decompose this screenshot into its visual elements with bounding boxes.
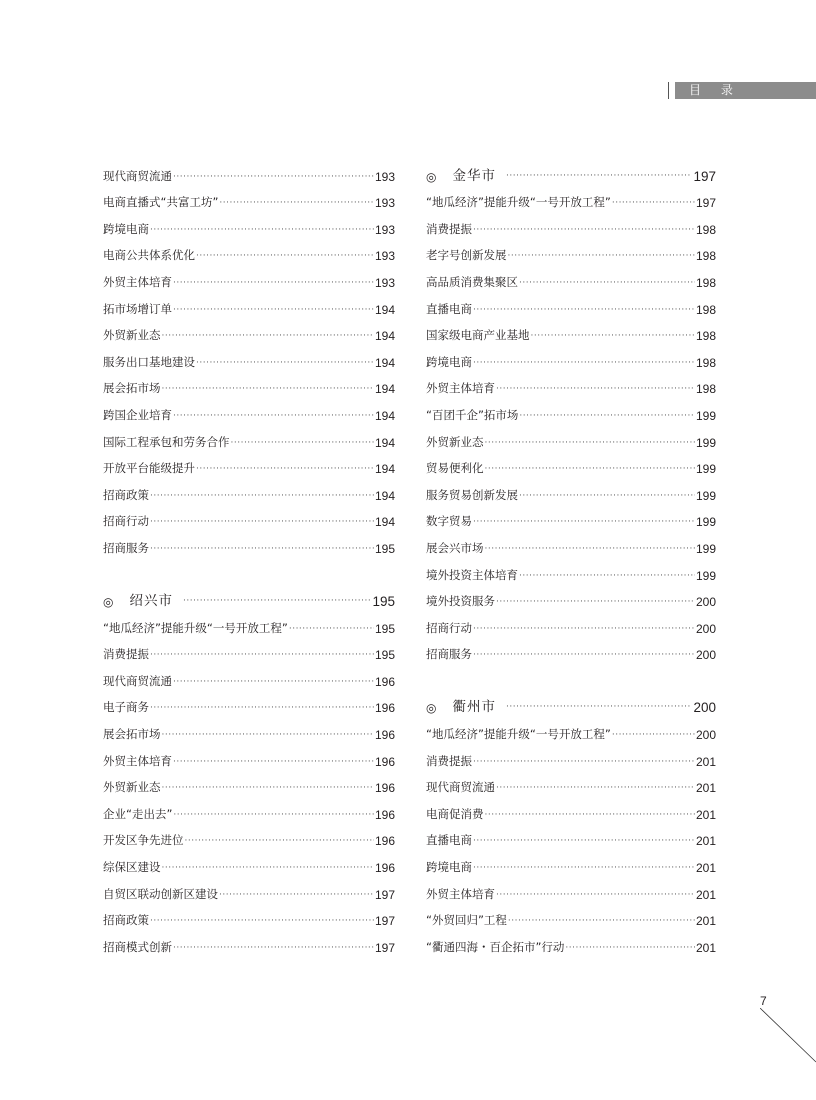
toc-entry-title: 电子商务 — [103, 700, 149, 715]
toc-entry-title: “地瓜经济”提能升级“一号开放工程” — [426, 727, 611, 742]
toc-entry[interactable] — [426, 210, 716, 237]
page-number: 7 — [760, 994, 767, 1008]
toc-entry[interactable] — [103, 769, 395, 796]
toc-entry-title: “衢通四海・百企拓市”行动 — [426, 939, 565, 954]
toc-entry[interactable] — [103, 476, 395, 503]
toc-entry-title: 外贸主体培育 — [103, 753, 172, 768]
toc-entry[interactable] — [103, 423, 395, 450]
dot-leader — [173, 677, 374, 687]
toc-entry[interactable] — [103, 715, 395, 742]
dot-leader — [150, 703, 374, 713]
dot-leader — [150, 650, 374, 660]
toc-entry-page: 198 — [695, 329, 716, 344]
dot-leader — [162, 730, 374, 740]
toc-entry-page: 198 — [695, 382, 716, 397]
toc-entry-title: 数字贸易 — [426, 514, 472, 529]
dot-leader — [531, 331, 695, 341]
dot-leader — [162, 331, 374, 341]
toc-entry-title: 招商政策 — [103, 487, 149, 502]
toc-entry-title: 电商促消费 — [426, 806, 484, 821]
toc-entry[interactable] — [426, 715, 716, 742]
toc-entry-page: 201 — [695, 940, 716, 955]
dot-leader — [485, 464, 695, 474]
toc-entry-title: 开发区争先进位 — [103, 833, 184, 848]
toc-entry[interactable] — [103, 742, 395, 769]
dot-leader — [612, 730, 695, 740]
toc-entry-page: 194 — [374, 329, 395, 344]
toc-entry-page: 200 — [695, 621, 716, 636]
dot-leader — [496, 890, 695, 900]
toc-entry-title: 现代商贸流通 — [426, 780, 495, 795]
section-marker-icon: ◎ — [103, 595, 114, 610]
dot-leader — [473, 305, 695, 315]
toc-entry-title: 跨境电商 — [426, 860, 472, 875]
toc-entry[interactable] — [426, 769, 716, 796]
group-gap — [426, 662, 716, 689]
toc-entry[interactable] — [426, 237, 716, 264]
toc-entry[interactable] — [426, 529, 716, 556]
toc-entry[interactable] — [426, 503, 716, 530]
toc-entry-page: 195 — [374, 541, 395, 556]
toc-entry[interactable] — [103, 609, 395, 636]
dot-leader — [473, 836, 695, 846]
toc-entry-title: 招商服务 — [426, 647, 472, 662]
toc-entry-title: 现代商贸流通 — [103, 168, 172, 183]
toc-entry-title: 展会拓市场 — [103, 727, 161, 742]
toc-entry[interactable] — [103, 210, 395, 237]
toc-entry-title: 展会拓市场 — [103, 381, 161, 396]
dot-leader — [196, 251, 374, 261]
toc-entry-title: 跨境电商 — [103, 221, 149, 236]
section-marker-icon: ◎ — [426, 169, 437, 184]
toc-entry-title: 外贸主体培育 — [426, 381, 495, 396]
toc-entry-page: 196 — [374, 674, 395, 689]
dot-leader — [150, 517, 374, 527]
toc-entry[interactable] — [426, 848, 716, 875]
toc-entry-page: 195 — [374, 621, 395, 636]
toc-group-left-bottom — [103, 609, 395, 955]
toc-entry[interactable] — [426, 742, 716, 769]
toc-entry-title: 电商直播式“共富工坊” — [103, 195, 219, 210]
toc-entry[interactable] — [103, 822, 395, 849]
toc-entry[interactable] — [103, 902, 395, 929]
dot-leader — [219, 890, 374, 900]
toc-entry[interactable] — [103, 928, 395, 955]
toc-entry-page: 196 — [374, 807, 395, 822]
dot-leader — [162, 384, 374, 394]
toc-entry[interactable] — [103, 450, 395, 477]
toc-entry-page: 196 — [374, 834, 395, 849]
toc-entry[interactable] — [426, 184, 716, 211]
section-page: 195 — [372, 594, 395, 610]
toc-entry-page: 197 — [695, 196, 716, 211]
dot-leader — [150, 225, 374, 235]
toc-entry-page: 194 — [374, 435, 395, 450]
toc-entry-title: 服务出口基地建设 — [103, 354, 195, 369]
toc-entry[interactable] — [426, 902, 716, 929]
toc-entry-title: 直播电商 — [426, 301, 472, 316]
toc-entry[interactable] — [426, 317, 716, 344]
toc-entry-title: 国家级电商产业基地 — [426, 328, 530, 343]
toc-entry-title: 招商行动 — [103, 514, 149, 529]
toc-entry-page: 197 — [374, 940, 395, 955]
toc-entry[interactable] — [103, 848, 395, 875]
toc-entry-page: 196 — [374, 701, 395, 716]
toc-entry[interactable] — [103, 689, 395, 716]
toc-entry-page: 200 — [695, 595, 716, 610]
dot-leader — [473, 225, 695, 235]
toc-entry[interactable] — [103, 317, 395, 344]
toc-entry-page: 201 — [695, 887, 716, 902]
toc-entry-page: 195 — [374, 648, 395, 663]
toc-entry-title: 消费提振 — [426, 221, 472, 236]
toc-entry-page: 199 — [695, 408, 716, 423]
toc-group-jinhua — [426, 184, 716, 663]
toc-entry-page: 194 — [374, 355, 395, 370]
toc-section-quzhou[interactable] — [426, 689, 716, 716]
group-gap — [103, 556, 395, 583]
toc-entry-page: 193 — [374, 169, 395, 184]
toc-entry[interactable] — [426, 450, 716, 477]
dot-leader — [565, 943, 695, 953]
toc-entry-page: 198 — [695, 355, 716, 370]
toc-entry-page: 193 — [374, 275, 395, 290]
toc-entry-title: 消费提振 — [103, 647, 149, 662]
toc-left-column — [103, 157, 395, 955]
toc-entry-page: 201 — [695, 861, 716, 876]
toc-entry-title: 国际工程承包和劳务合作 — [103, 434, 230, 449]
dot-leader — [173, 943, 374, 953]
toc-entry[interactable] — [103, 343, 395, 370]
section-title: 衢州市 — [452, 699, 496, 716]
dot-leader — [473, 863, 695, 873]
toc-entry-title: 跨境电商 — [426, 354, 472, 369]
toc-entry[interactable] — [426, 928, 716, 955]
dot-leader — [231, 438, 374, 448]
toc-entry-page: 201 — [695, 807, 716, 822]
toc-entry-title: 服务贸易创新发展 — [426, 487, 518, 502]
dot-leader — [219, 198, 374, 208]
dot-leader — [519, 571, 695, 581]
toc-entry-page: 200 — [695, 728, 716, 743]
toc-entry[interactable] — [103, 370, 395, 397]
toc-entry-page: 196 — [374, 781, 395, 796]
toc-entry-title: 招商行动 — [426, 620, 472, 635]
header-divider — [668, 82, 669, 99]
dot-leader — [473, 517, 695, 527]
toc-entry-title: “地瓜经济”提能升级“一号开放工程” — [103, 620, 288, 635]
dot-leader — [150, 544, 374, 554]
toc-entry[interactable] — [103, 263, 395, 290]
dot-leader — [150, 491, 374, 501]
dot-leader — [196, 464, 374, 474]
toc-entry[interactable] — [426, 290, 716, 317]
toc-entry-title: 消费提振 — [426, 753, 472, 768]
dot-leader — [173, 278, 374, 288]
dot-leader — [508, 916, 695, 926]
dot-leader — [173, 172, 374, 182]
toc-entry[interactable] — [426, 556, 716, 583]
toc-entry-page: 193 — [374, 222, 395, 237]
toc-entry-title: 招商模式创新 — [103, 939, 172, 954]
toc-entry-page: 197 — [374, 887, 395, 902]
toc-entry-title: 自贸区联动创新区建设 — [103, 886, 218, 901]
section-marker-icon: ◎ — [426, 701, 437, 716]
toc-entry-page: 201 — [695, 781, 716, 796]
toc-entry[interactable] — [426, 609, 716, 636]
dot-leader — [496, 783, 695, 793]
toc-entry-title: “百团千企”拓市场 — [426, 407, 519, 422]
toc-entry-page: 199 — [695, 435, 716, 450]
toc-entry-page: 196 — [374, 754, 395, 769]
toc-entry-title: 拓市场增订单 — [103, 301, 172, 316]
dot-leader — [473, 624, 695, 634]
toc-entry-title: 境外投资主体培育 — [426, 567, 518, 582]
toc-entry[interactable] — [426, 795, 716, 822]
dot-leader — [519, 278, 695, 288]
corner-decoration — [760, 1008, 816, 1064]
toc-entry-title: 电商公共体系优化 — [103, 248, 195, 263]
dot-leader — [185, 836, 374, 846]
toc-entry-page: 196 — [374, 728, 395, 743]
toc-entry-title: 直播电商 — [426, 833, 472, 848]
toc-entry[interactable] — [103, 875, 395, 902]
toc-entry[interactable] — [426, 476, 716, 503]
toc-entry-page: 201 — [695, 914, 716, 929]
dot-leader — [183, 596, 370, 606]
section-title: 绍兴市 — [129, 593, 173, 610]
toc-entry-title: 贸易便利化 — [426, 461, 484, 476]
toc-entry-page: 193 — [374, 196, 395, 211]
dot-leader — [485, 438, 695, 448]
toc-entry-title: 展会兴市场 — [426, 540, 484, 555]
toc-entry-page: 201 — [695, 754, 716, 769]
dot-leader — [519, 491, 695, 501]
toc-entry-page: 194 — [374, 515, 395, 530]
toc-entry-page: 198 — [695, 302, 716, 317]
dot-leader — [173, 810, 374, 820]
toc-entry-page: 196 — [374, 861, 395, 876]
toc-entry-title: 招商政策 — [103, 913, 149, 928]
section-header-tab — [668, 82, 816, 99]
toc-entry-title: 跨国企业培育 — [103, 407, 172, 422]
dot-leader — [150, 916, 374, 926]
toc-entry-title: “外贸回归”工程 — [426, 913, 507, 928]
toc-entry-page: 200 — [695, 648, 716, 663]
toc-entry-page: 198 — [695, 275, 716, 290]
section-title: 金华市 — [452, 167, 496, 184]
toc-entry[interactable] — [103, 237, 395, 264]
toc-entry-title: 境外投资服务 — [426, 594, 495, 609]
toc-entry[interactable] — [103, 290, 395, 317]
dot-leader — [485, 810, 695, 820]
dot-leader — [485, 544, 695, 554]
toc-entry-page: 198 — [695, 249, 716, 264]
toc-entry-title: 企业“走出去” — [103, 806, 173, 821]
toc-entry[interactable] — [426, 370, 716, 397]
toc-entry-title: 综保区建设 — [103, 860, 161, 875]
toc-entry[interactable] — [103, 662, 395, 689]
toc-entry-page: 201 — [695, 834, 716, 849]
dot-leader — [473, 757, 695, 767]
toc-entry-page: 199 — [695, 462, 716, 477]
toc-entry-page: 199 — [695, 515, 716, 530]
toc-entry-page: 194 — [374, 302, 395, 317]
toc-entry[interactable] — [103, 795, 395, 822]
dot-leader — [508, 251, 695, 261]
toc-entry-title: 招商服务 — [103, 540, 149, 555]
toc-entry-title: 外贸新业态 — [426, 434, 484, 449]
section-page: 197 — [693, 168, 716, 184]
dot-leader — [196, 358, 374, 368]
toc-entry-page: 194 — [374, 382, 395, 397]
toc-entry[interactable] — [426, 822, 716, 849]
dot-leader — [473, 650, 695, 660]
toc-entry[interactable] — [103, 396, 395, 423]
toc-section-shaoxing[interactable] — [103, 583, 395, 610]
dot-leader — [289, 624, 374, 634]
toc-group-quzhou — [426, 715, 716, 954]
toc-entry-title: 外贸主体培育 — [103, 274, 172, 289]
toc-entry-title: “地瓜经济”提能升级“一号开放工程” — [426, 195, 611, 210]
toc-entry[interactable] — [426, 636, 716, 663]
header-title: 目 录 — [689, 83, 741, 97]
toc-entry[interactable] — [426, 263, 716, 290]
dot-leader — [496, 597, 695, 607]
toc-entry-page: 194 — [374, 488, 395, 503]
toc-entry-title: 外贸新业态 — [103, 328, 161, 343]
dot-leader — [473, 358, 695, 368]
toc-entry-page: 194 — [374, 462, 395, 477]
toc-entry-page: 193 — [374, 249, 395, 264]
toc-entry[interactable] — [426, 396, 716, 423]
toc-entry-title: 老字号创新发展 — [426, 248, 507, 263]
dot-leader — [173, 757, 374, 767]
dot-leader — [612, 198, 695, 208]
toc-entry[interactable] — [103, 503, 395, 530]
dot-leader — [162, 863, 374, 873]
dot-leader — [506, 171, 691, 181]
toc-section-jinhua[interactable] — [426, 157, 716, 184]
toc-entry-page: 199 — [695, 541, 716, 556]
toc-entry-title: 现代商贸流通 — [103, 673, 172, 688]
toc-entry[interactable] — [103, 529, 395, 556]
header-bar — [675, 82, 816, 99]
dot-leader — [173, 305, 374, 315]
toc-entry[interactable] — [426, 875, 716, 902]
dot-leader — [519, 411, 695, 421]
toc-entry[interactable] — [103, 157, 395, 184]
dot-leader — [496, 384, 695, 394]
toc-entry-page: 194 — [374, 408, 395, 423]
toc-entry[interactable] — [426, 343, 716, 370]
toc-entry-page: 199 — [695, 488, 716, 503]
dot-leader — [162, 783, 374, 793]
dot-leader — [173, 411, 374, 421]
toc-group-left-top — [103, 157, 395, 556]
toc-right-column — [426, 157, 716, 955]
toc-entry-title: 开放平台能级提升 — [103, 461, 195, 476]
toc-entry[interactable] — [103, 184, 395, 211]
toc-entry-page: 197 — [374, 914, 395, 929]
section-page: 200 — [693, 700, 716, 716]
toc-entry[interactable] — [426, 423, 716, 450]
toc-entry-page: 199 — [695, 568, 716, 583]
toc-entry-title: 外贸主体培育 — [426, 886, 495, 901]
dot-leader — [506, 702, 691, 712]
toc-entry[interactable] — [426, 583, 716, 610]
toc-entry-title: 外贸新业态 — [103, 780, 161, 795]
toc-entry-title: 高品质消费集聚区 — [426, 274, 518, 289]
toc-entry[interactable] — [103, 636, 395, 663]
toc-entry-page: 198 — [695, 222, 716, 237]
